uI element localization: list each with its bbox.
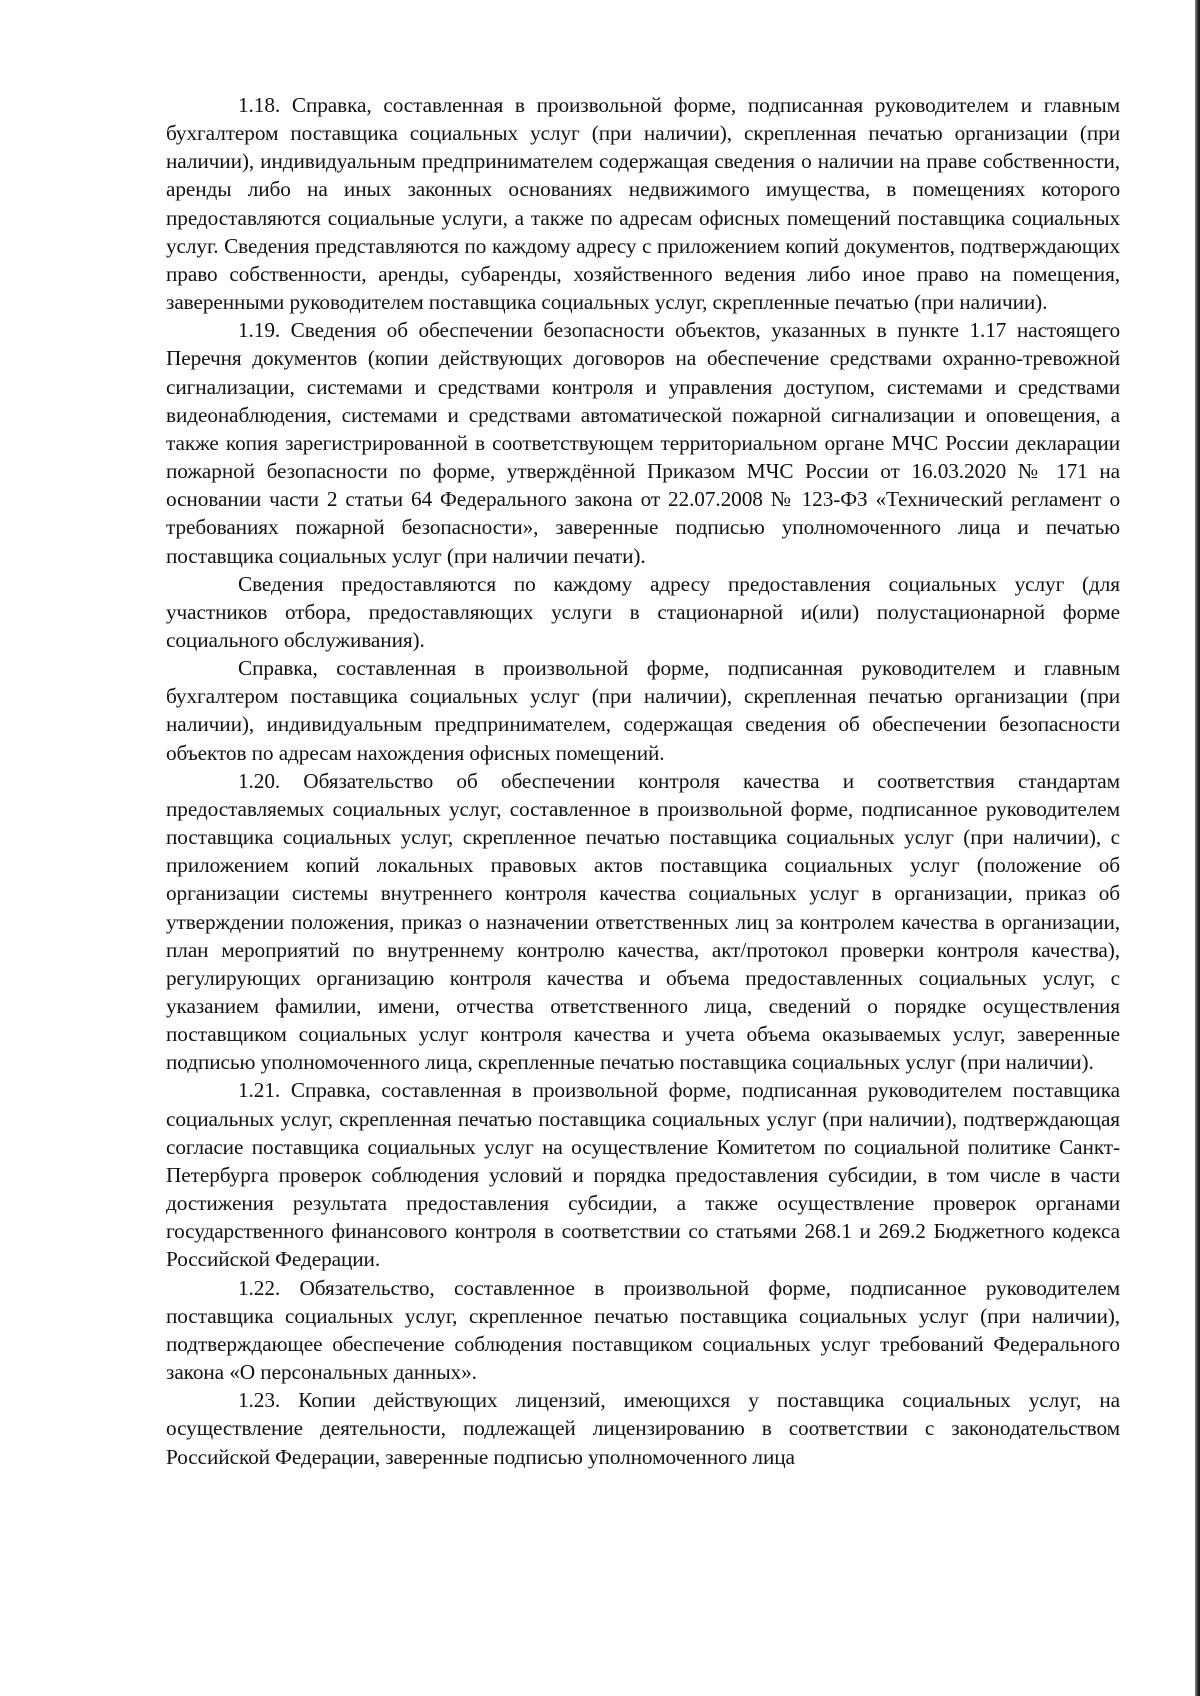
paragraph-addresses: Сведения предоставляются по каждому адресу предоставления социальных услуг (для участников отбора, предоставляющих услуги в стационарной и(или) полустационарной форме социального обслуживания). — [166, 571, 1120, 652]
paragraph-1-22: 1.22. Обязательство, составленное в произвольной форме, подписанное руководителем поставщика социальных услуг, скрепленное печатью поставщика социальных услуг (при наличии), подтверждающее обеспечение соблюдения поставщиком социальных услуг требований Федерального закона «О персональных данных». — [166, 1275, 1120, 1385]
scan-edge-shadow — [1195, 0, 1200, 1696]
paragraph-1-21: 1.21. Справка, составленная в произвольной форме, подписанная руководителем поставщика социальных услуг, скрепленная печатью поставщика социальных услуг (при наличии), подтверждающая согласие поставщика социальных услуг на осуществление Комитетом по социальной политике Санкт-Петербурга проверок соблюдения условий и порядка предоставления субсидии, в том числе в части достижения результата предоставления субсидии, а также осуществление проверок органами государственного финансового контроля в соответствии со статьями 268.1 и 269.2 Бюджетного кодекса Российской Федерации. — [166, 1078, 1120, 1272]
paragraph-1-20: 1.20. Обязательство об обеспечении контроля качества и соответствия стандартам предоставляемых социальных услуг, составленное в произвольной форме, подписанное руководителем поставщика социальных услуг, скрепленное печатью поставщика социальных услуг (при наличии), с приложением копий локальных правовых актов поставщика социальных услуг (положение об организации системы внутреннего контроля качества социальных услуг в организации, приказ об утверждении положения, приказ о назначении ответственных лиц за контролем качества в организации, план мероприятий по внутреннему контролю качества, акт/протокол проверки контроля качества), регулирующих организацию контроля качества и объема предоставленных социальных услуг, с указанием фамилии, имени, отчества ответственного лица, сведений о порядке осуществления поставщиком социальных услуг контроля качества и учета объема оказываемых услуг, заверенные подписью уполномоченного лица, скрепленные печатью поставщика социальных услуг (при наличии). — [166, 768, 1120, 1075]
paragraph-1-19: 1.19. Сведения об обеспечении безопасности объектов, указанных в пункте 1.17 настоящего Перечня документов (копии действующих договоров на обеспечение средствами охранно-тревожной сигнализации, системами и средствами контроля и управления доступом, системами и средствами видеонаблюдения, системами и средствами автоматической пожарной сигнализации и оповещения, а также копия зарегистрированной в соответствующем территориальном органе МЧС России декларации пожарной безопасности по форме, утверждённой Приказом МЧС России от 16.03.2020 № 171 на основании части 2 статьи 64 Федерального закона от 22.07.2008 № 123-ФЗ «Технический регламент о требованиях пожарной безопасности», заверенные подписью уполномоченного лица и печатью поставщика социальных услуг (при наличии печати). — [166, 318, 1120, 568]
document-body — [166, 91, 1120, 1471]
paragraph-1-18: 1.18. Справка, составленная в произвольной форме, подписанная руководителем и главным бухгалтером поставщика социальных услуг (при наличии), скрепленная печатью организации (при наличии), индивидуальным предпринимателем содержащая сведения о наличии на праве собственности, аренды либо на иных законных основаниях недвижимого имущества, в помещениях которого предоставляются социальные услуги, а также по адресам офисных помещений поставщика социальных услуг. Сведения представляются по каждому адресу с приложением копий документов, подтверждающих право собственности, аренды, субаренды, хозяйственного ведения либо иное право на помещения, заверенными руководителем поставщика социальных услуг, скрепленные печатью (при наличии). — [166, 93, 1120, 315]
paragraph-1-23: 1.23. Копии действующих лицензий, имеющихся у поставщика социальных услуг, на осуществление деятельности, подлежащей лицензированию в соответствии с законодательством Российской Федерации, заверенные подписью уполномоченного лица — [166, 1388, 1120, 1469]
paragraph-office-certificate: Справка, составленная в произвольной форме, подписанная руководителем и главным бухгалтером поставщика социальных услуг (при наличии), скрепленная печатью организации (при наличии), индивидуальным предпринимателем, содержащая сведения об обеспечении безопасности объектов по адресам нахождения офисных помещений. — [166, 656, 1120, 765]
